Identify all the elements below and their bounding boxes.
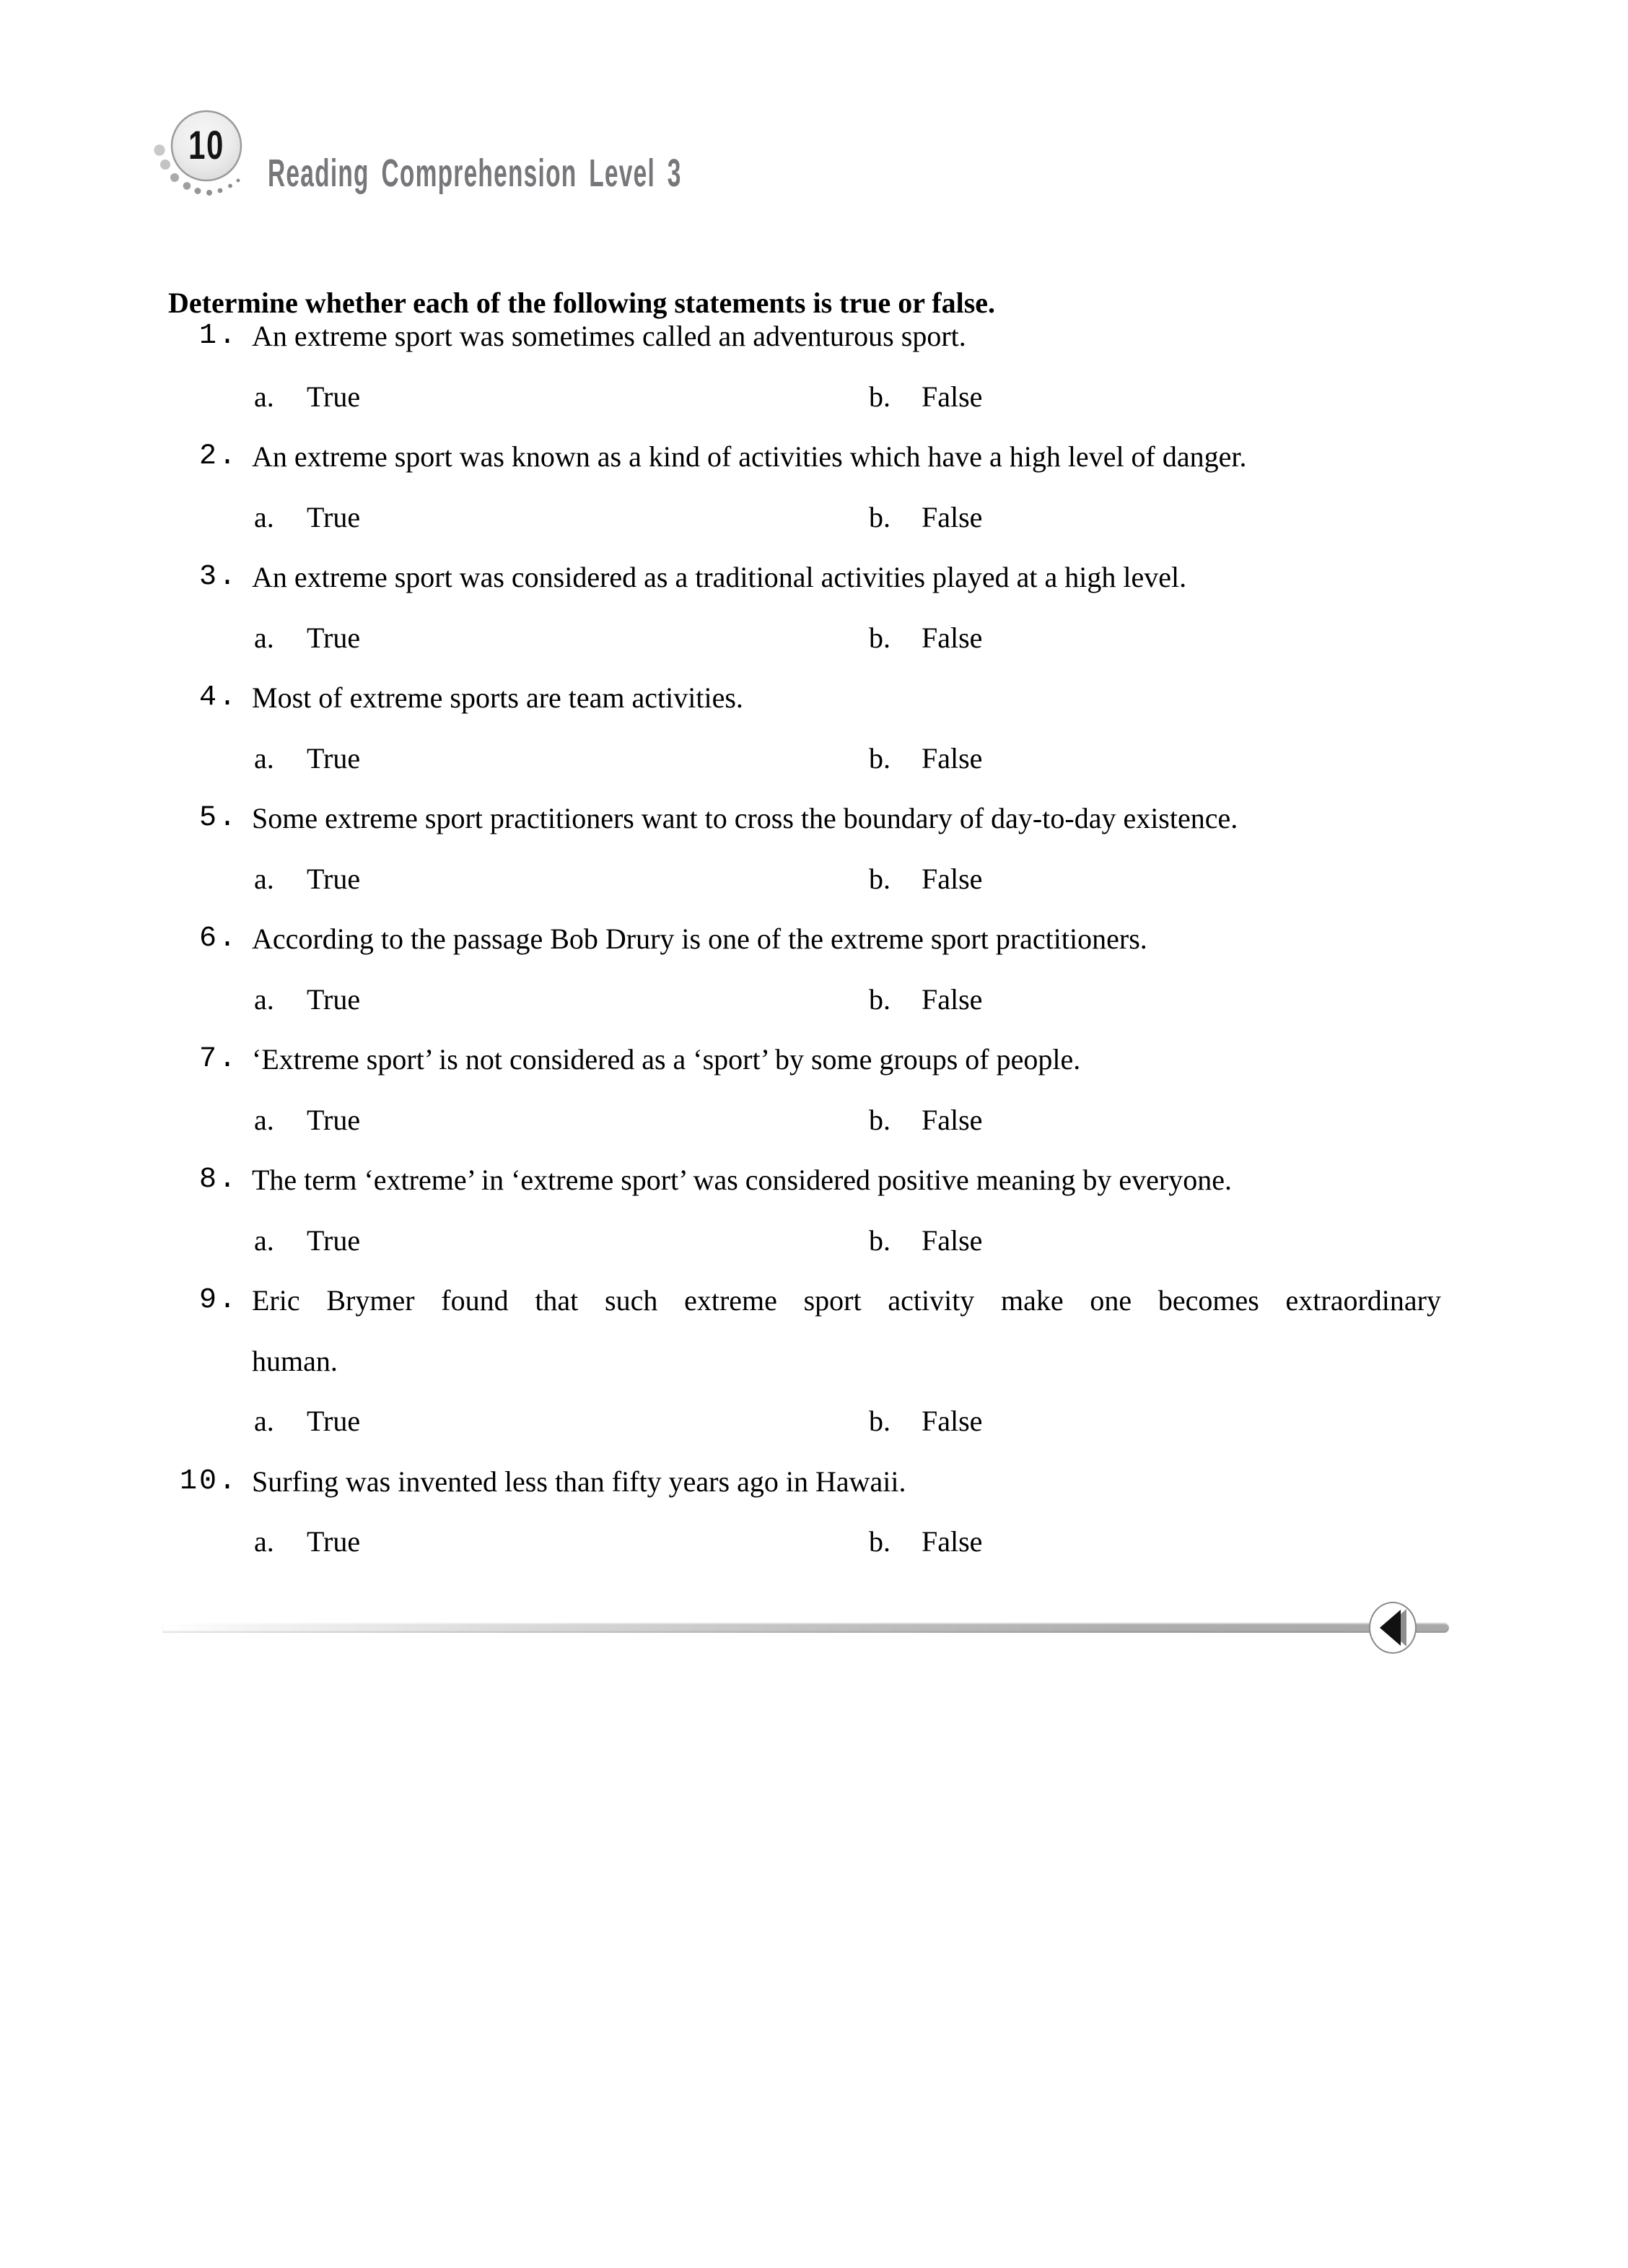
options-row — [0, 1391, 1628, 1452]
question-item — [0, 909, 1628, 1029]
option-false[interactable] — [869, 849, 982, 910]
previous-page-icon — [1376, 1606, 1409, 1649]
option-false[interactable] — [869, 728, 982, 789]
question-item — [0, 1150, 1628, 1270]
footer-divider-bar — [162, 1623, 1449, 1633]
options-row — [0, 608, 1628, 668]
question-text-line: Most of extreme sports are team activities. — [252, 681, 743, 714]
question-item — [0, 427, 1628, 547]
option-false-letter: b. — [869, 862, 890, 895]
question-text — [252, 306, 1441, 367]
option-true-letter: a. — [254, 500, 274, 533]
question-text-line: An extreme sport was sometimes called an adventurous sport. — [252, 320, 966, 352]
badge-dot — [228, 184, 232, 188]
option-false-label: False — [922, 982, 983, 1016]
question-text-line: Surfing was invented less than fifty years ago in Hawaii. — [252, 1465, 906, 1498]
option-true-label: True — [307, 1525, 361, 1558]
option-false-label: False — [922, 1405, 983, 1437]
option-true-label: True — [307, 500, 361, 533]
badge-dot — [160, 160, 170, 170]
option-true[interactable] — [254, 1391, 360, 1452]
options-row — [0, 367, 1628, 427]
question-text — [252, 1452, 1441, 1512]
question-text-line: Eric Brymer found that such extreme sport activity make one becomes extraordinary — [252, 1284, 1441, 1317]
option-false-label: False — [922, 741, 983, 775]
question-text — [252, 788, 1441, 849]
option-true[interactable] — [254, 608, 360, 668]
option-true-label: True — [307, 380, 361, 413]
question-text — [252, 668, 1441, 728]
option-true[interactable] — [254, 487, 360, 548]
question-number: 1. — [198, 320, 238, 352]
options-row — [0, 1211, 1628, 1271]
option-true[interactable] — [254, 849, 360, 910]
option-false-letter: b. — [869, 1224, 890, 1257]
option-false-label: False — [922, 1224, 983, 1257]
badge-dot — [170, 173, 179, 182]
question-text-line: ‘Extreme sport’ is not considered as a ‘sport’ by some groups of people. — [252, 1043, 1081, 1076]
option-false[interactable] — [869, 1391, 982, 1452]
option-false-label: False — [922, 380, 983, 413]
question-item — [0, 788, 1628, 909]
question-number: 9. — [198, 1284, 238, 1317]
question-item — [0, 1452, 1628, 1572]
badge-dot — [195, 188, 201, 194]
option-false-letter: b. — [869, 500, 890, 533]
question-number: 7. — [198, 1043, 238, 1076]
question-text-line: An extreme sport was known as a kind of activities which have a high level of danger. — [252, 440, 1247, 473]
option-false-letter: b. — [869, 1405, 890, 1437]
chapter-number: 10 — [188, 121, 224, 167]
option-false-label: False — [922, 500, 983, 533]
option-true-letter: a. — [254, 1525, 274, 1558]
question-text-line: An extreme sport was considered as a traditional activities played at a high level. — [252, 561, 1187, 593]
option-true-letter: a. — [254, 1224, 274, 1257]
question-text — [252, 427, 1441, 487]
option-true-letter: a. — [254, 621, 274, 654]
option-true[interactable] — [254, 367, 360, 427]
option-true-label: True — [307, 1103, 361, 1136]
option-false-letter: b. — [869, 1525, 890, 1558]
question-number: 8. — [198, 1164, 238, 1196]
option-false-letter: b. — [869, 741, 890, 775]
option-false[interactable] — [869, 487, 982, 548]
options-row — [0, 728, 1628, 789]
question-text-line: human. — [252, 1344, 338, 1377]
option-false[interactable] — [869, 1512, 982, 1572]
question-text — [252, 909, 1441, 969]
option-true[interactable] — [254, 969, 360, 1030]
question-text-line: According to the passage Bob Drury is one of the extreme sport practitioners. — [252, 923, 1147, 955]
option-false[interactable] — [869, 1090, 982, 1151]
question-text — [252, 1270, 1441, 1391]
option-true[interactable] — [254, 1512, 360, 1572]
badge-dot — [183, 182, 191, 190]
option-true[interactable] — [254, 1211, 360, 1271]
option-true-letter: a. — [254, 982, 274, 1016]
option-false[interactable] — [869, 1211, 982, 1271]
question-item — [0, 1270, 1628, 1452]
badge-dot — [206, 190, 212, 196]
question-text — [252, 1150, 1441, 1211]
question-text — [252, 547, 1441, 608]
question-text-line: Some extreme sport practitioners want to cross the boundary of day-to-day existence. — [252, 802, 1238, 834]
option-true-letter: a. — [254, 1405, 274, 1437]
option-true-label: True — [307, 1405, 361, 1437]
option-false[interactable] — [869, 367, 982, 427]
option-true[interactable] — [254, 1090, 360, 1151]
option-false-letter: b. — [869, 380, 890, 413]
option-true[interactable] — [254, 728, 360, 789]
option-true-letter: a. — [254, 380, 274, 413]
previous-page-button[interactable] — [1369, 1602, 1417, 1654]
question-text-line: The term ‘extreme’ in ‘extreme sport’ was considered positive meaning by everyone. — [252, 1164, 1233, 1196]
option-false-letter: b. — [869, 1103, 890, 1136]
question-item — [0, 306, 1628, 427]
option-false-letter: b. — [869, 982, 890, 1016]
question-item — [0, 1029, 1628, 1150]
option-true-letter: a. — [254, 862, 274, 895]
option-false[interactable] — [869, 969, 982, 1030]
badge-dot — [237, 179, 240, 183]
options-row — [0, 1512, 1628, 1572]
option-false-label: False — [922, 1525, 983, 1558]
question-number: 10. — [179, 1465, 238, 1498]
options-row — [0, 1090, 1628, 1151]
question-item — [0, 547, 1628, 668]
option-false-label: False — [922, 862, 983, 895]
question-number: 3. — [198, 561, 238, 593]
option-true-letter: a. — [254, 1103, 274, 1136]
question-number: 4. — [198, 681, 238, 714]
page-title: Reading Comprehension Level 3 — [268, 152, 682, 196]
question-number: 2. — [198, 440, 238, 473]
option-true-letter: a. — [254, 741, 274, 775]
option-true-label: True — [307, 741, 361, 775]
question-item — [0, 668, 1628, 788]
option-true-label: True — [307, 982, 361, 1016]
question-list — [0, 306, 1628, 1572]
question-text — [252, 1029, 1441, 1090]
option-false[interactable] — [869, 608, 982, 668]
option-true-label: True — [307, 862, 361, 895]
option-true-label: True — [307, 621, 361, 654]
option-false-label: False — [922, 1103, 983, 1136]
options-row — [0, 487, 1628, 548]
option-false-letter: b. — [869, 621, 890, 654]
instruction-text: Determine whether each of the following statements is true or false. — [168, 287, 996, 319]
question-number: 6. — [198, 923, 238, 955]
question-number: 5. — [198, 802, 238, 834]
options-row — [0, 969, 1628, 1030]
badge-dot — [154, 144, 165, 155]
badge-dot — [218, 188, 223, 193]
options-row — [0, 849, 1628, 910]
option-false-label: False — [922, 621, 983, 654]
option-true-label: True — [307, 1224, 361, 1257]
